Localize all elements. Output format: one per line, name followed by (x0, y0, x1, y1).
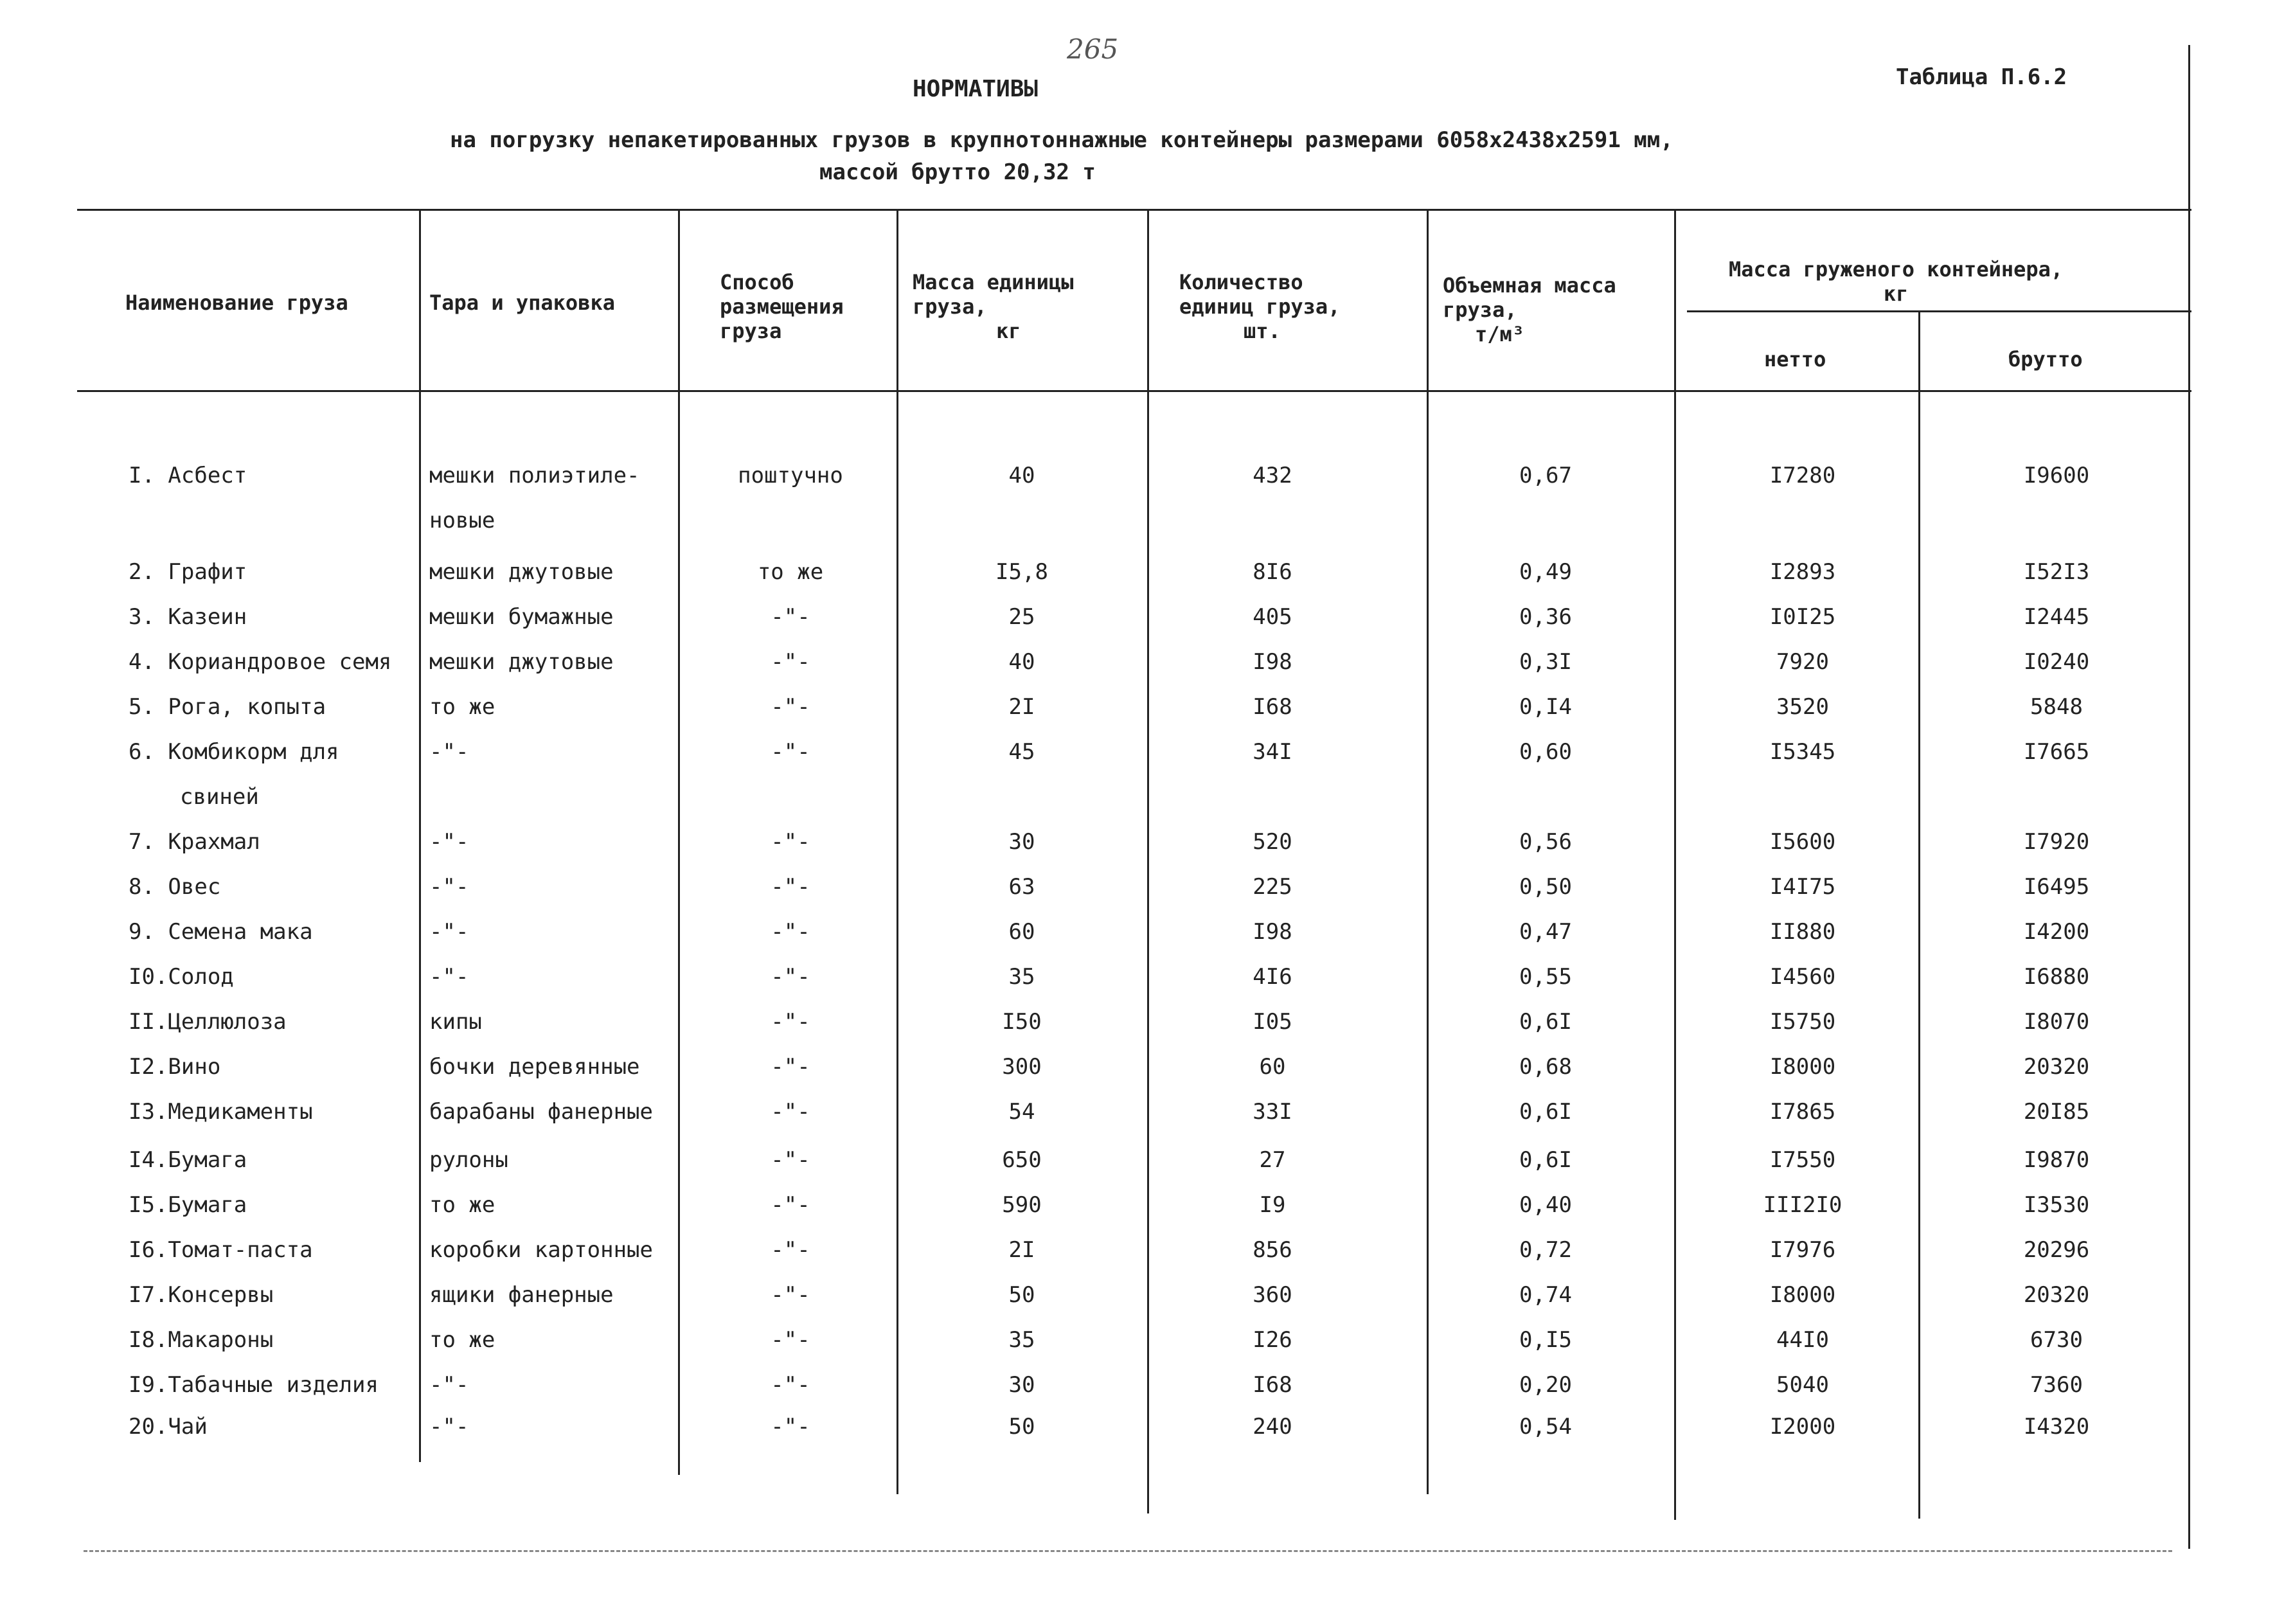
net-mass: I7280 (1769, 463, 1836, 488)
packaging: кипы (429, 1009, 482, 1035)
gross-mass: I7665 (2023, 739, 2090, 765)
unit-mass: 590 (1002, 1192, 1042, 1218)
cargo-name: I5.Бумага (129, 1192, 247, 1218)
net-mass: I2000 (1769, 1414, 1836, 1440)
placement-method: -"- (771, 1327, 810, 1353)
cargo-name: II.Целлюлоза (129, 1009, 287, 1035)
unit-quantity: 60 (1259, 1054, 1286, 1080)
net-mass: III2I0 (1763, 1192, 1842, 1218)
net-mass: I2893 (1769, 559, 1836, 585)
bulk-mass: 0,67 (1519, 463, 1572, 488)
unit-quantity: I68 (1253, 694, 1292, 720)
packaging: -"- (429, 1414, 469, 1440)
bulk-mass: 0,55 (1519, 964, 1572, 990)
net-mass: 5040 (1776, 1372, 1829, 1398)
gross-mass: I6495 (2023, 874, 2090, 900)
packaging: мешки джутовые (429, 559, 614, 585)
placement-method: -"- (771, 874, 810, 900)
unit-quantity: I98 (1253, 649, 1292, 675)
bulk-mass: 0,6I (1519, 1009, 1572, 1035)
net-mass: I5750 (1769, 1009, 1836, 1035)
placement-method: -"- (771, 604, 810, 630)
unit-mass: 300 (1002, 1054, 1042, 1080)
packaging: -"- (429, 964, 469, 990)
header-gross: брутто (2008, 347, 2083, 371)
bulk-mass: 0,74 (1519, 1282, 1572, 1308)
bulk-mass: 0,50 (1519, 874, 1572, 900)
bulk-mass: 0,47 (1519, 919, 1572, 945)
unit-quantity: 520 (1253, 829, 1292, 855)
subtitle-line-2: массой брутто 20,32 т (819, 159, 1096, 185)
unit-quantity: 27 (1259, 1147, 1286, 1173)
cargo-name: 9. Семена мака (129, 919, 313, 945)
net-mass: I7865 (1769, 1099, 1836, 1125)
net-mass: 7920 (1776, 649, 1829, 675)
placement-method: -"- (771, 649, 810, 675)
unit-mass: 50 (1008, 1414, 1035, 1440)
unit-mass: 35 (1008, 964, 1035, 990)
table-right-border (2188, 45, 2190, 1549)
packaging: то же (429, 694, 495, 720)
packaging: ящики фанерные (429, 1282, 614, 1308)
cargo-name: I6.Томат-паста (129, 1237, 313, 1263)
cargo-name: I3.Медикаменты (129, 1099, 313, 1125)
column-divider (1147, 209, 1149, 1513)
header-loaded-mass (1729, 257, 2063, 306)
gross-mass: 20320 (2023, 1282, 2090, 1308)
unit-quantity: 34I (1253, 739, 1292, 765)
header-bulk-mass-line: Объемная масса (1443, 273, 1616, 298)
header-unit-mass (913, 270, 1073, 343)
unit-quantity: I68 (1253, 1372, 1292, 1398)
header-method-line: размещения (720, 294, 844, 319)
header-loaded-mass-line: кг (1883, 281, 1909, 306)
header-net: нетто (1764, 347, 1826, 371)
packaging-continued: новые (429, 508, 495, 533)
gross-mass: I9600 (2023, 463, 2090, 488)
header-packaging: Тара и упаковка (429, 290, 615, 315)
bulk-mass: 0,I5 (1519, 1327, 1572, 1353)
unit-mass: 650 (1002, 1147, 1042, 1173)
unit-mass: 63 (1008, 874, 1035, 900)
bulk-mass: 0,6I (1519, 1147, 1572, 1173)
unit-mass: 40 (1008, 649, 1035, 675)
packaging: то же (429, 1192, 495, 1218)
cargo-name: 8. Овес (129, 874, 221, 900)
table-top-rule (77, 209, 2191, 211)
packaging: коробки картонные (429, 1237, 653, 1263)
unit-quantity: I26 (1253, 1327, 1292, 1353)
gross-mass: I4200 (2023, 919, 2090, 945)
packaging: бочки деревянные (429, 1054, 640, 1080)
unit-quantity: 432 (1253, 463, 1292, 488)
gross-mass: 5848 (2030, 694, 2083, 720)
cargo-name: I7.Консервы (129, 1282, 274, 1308)
header-name: Наименование груза (125, 290, 348, 315)
gross-mass: 7360 (2030, 1372, 2083, 1398)
unit-mass: 45 (1008, 739, 1035, 765)
unit-mass: 2I (1008, 694, 1035, 720)
bulk-mass: 0,20 (1519, 1372, 1572, 1398)
cargo-name: I8.Макароны (129, 1327, 274, 1353)
header-quantity (1179, 270, 1340, 343)
placement-method: -"- (771, 1099, 810, 1125)
placement-method: поштучно (738, 463, 843, 488)
unit-mass: 60 (1008, 919, 1035, 945)
packaging: мешки полиэтиле- (429, 463, 640, 488)
net-mass: I7976 (1769, 1237, 1836, 1263)
gross-mass: I7920 (2023, 829, 2090, 855)
packaging: барабаны фанерные (429, 1099, 653, 1125)
unit-quantity: 4I6 (1253, 964, 1292, 990)
page-number: 265 (1067, 33, 1119, 65)
gross-mass: I4320 (2023, 1414, 2090, 1440)
gross-mass: I9870 (2023, 1147, 2090, 1173)
header-split-rule (1687, 310, 2191, 312)
packaging: -"- (429, 919, 469, 945)
bulk-mass: 0,54 (1519, 1414, 1572, 1440)
net-mass: 44I0 (1776, 1327, 1829, 1353)
gross-mass: I52I3 (2023, 559, 2090, 585)
header-method-line: Способ (720, 270, 794, 294)
header-method-line: груза (720, 319, 782, 343)
header-bulk-mass (1443, 273, 1616, 346)
packaging: мешки бумажные (429, 604, 614, 630)
gross-mass: I0240 (2023, 649, 2090, 675)
bulk-mass: 0,6I (1519, 1099, 1572, 1125)
placement-method: -"- (771, 964, 810, 990)
cargo-name: I. Асбест (129, 463, 247, 488)
bulk-mass: 0,56 (1519, 829, 1572, 855)
header-bulk-mass-line: груза, (1443, 298, 1517, 322)
cargo-name: I9.Табачные изделия (129, 1372, 379, 1398)
placement-method: -"- (771, 829, 810, 855)
unit-quantity: 240 (1253, 1414, 1292, 1440)
gross-mass: 6730 (2030, 1327, 2083, 1353)
cargo-name-continued: свиней (180, 784, 259, 810)
column-divider (1427, 209, 1429, 1494)
subtitle-line-1: на погрузку непакетированных грузов в крупнотоннажные контейнеры размерами 6058х2438х2591 мм, (450, 127, 1673, 153)
bulk-mass: 0,68 (1519, 1054, 1572, 1080)
cargo-name: 20.Чай (129, 1414, 208, 1440)
header-unit-mass-line: груза, (913, 294, 987, 319)
unit-mass: 54 (1008, 1099, 1035, 1125)
placement-method: -"- (771, 919, 810, 945)
cargo-name: 2. Графит (129, 559, 247, 585)
bulk-mass: 0,3I (1519, 649, 1572, 675)
header-unit-mass-line: кг (996, 319, 1021, 343)
packaging: -"- (429, 739, 469, 765)
gross-mass: I8070 (2023, 1009, 2090, 1035)
document-title: НОРМАТИВЫ (913, 76, 1039, 102)
placement-method: -"- (771, 1414, 810, 1440)
unit-quantity: I98 (1253, 919, 1292, 945)
gross-mass: 20296 (2023, 1237, 2090, 1263)
placement-method: -"- (771, 694, 810, 720)
unit-mass: I50 (1002, 1009, 1042, 1035)
unit-mass: I5,8 (995, 559, 1048, 585)
cargo-name: I2.Вино (129, 1054, 221, 1080)
gross-mass: I2445 (2023, 604, 2090, 630)
packaging: -"- (429, 829, 469, 855)
header-method (720, 270, 844, 343)
header-quantity-line: Количество (1179, 270, 1303, 294)
header-quantity-line: единиц груза, (1179, 294, 1341, 319)
cargo-name: 3. Казеин (129, 604, 247, 630)
gross-mass: 20320 (2023, 1054, 2090, 1080)
placement-method: то же (757, 559, 824, 585)
unit-mass: 35 (1008, 1327, 1035, 1353)
unit-quantity: 33I (1253, 1099, 1292, 1125)
unit-quantity: 225 (1253, 874, 1292, 900)
net-mass: II880 (1769, 919, 1836, 945)
net-mass: I7550 (1769, 1147, 1836, 1173)
net-mass: I8000 (1769, 1054, 1836, 1080)
placement-method: -"- (771, 1009, 810, 1035)
header-unit-mass-line: Масса единицы (913, 270, 1074, 294)
net-mass: I4560 (1769, 964, 1836, 990)
unit-quantity: I05 (1253, 1009, 1292, 1035)
cargo-name: I4.Бумага (129, 1147, 247, 1173)
column-divider (1674, 209, 1676, 1520)
bulk-mass: 0,36 (1519, 604, 1572, 630)
bulk-mass: 0,72 (1519, 1237, 1572, 1263)
cargo-name: 7. Крахмал (129, 829, 260, 855)
header-bottom-rule (77, 390, 2191, 392)
placement-method: -"- (771, 1237, 810, 1263)
gross-mass: 20I85 (2023, 1099, 2090, 1125)
unit-mass: 50 (1008, 1282, 1035, 1308)
net-mass: I0I25 (1769, 604, 1836, 630)
packaging: -"- (429, 1372, 469, 1398)
net-mass: I5600 (1769, 829, 1836, 855)
unit-quantity: 405 (1253, 604, 1292, 630)
header-bulk-mass-line: т/м³ (1475, 322, 1525, 346)
header-loaded-mass-line: Масса груженого контейнера, (1729, 257, 2064, 281)
table-label: Таблица П.6.2 (1896, 64, 2067, 90)
packaging: -"- (429, 874, 469, 900)
bottom-edge-rule (84, 1550, 2172, 1552)
packaging: рулоны (429, 1147, 508, 1173)
cargo-name: I0.Солод (129, 964, 234, 990)
unit-quantity: 8I6 (1253, 559, 1292, 585)
unit-mass: 30 (1008, 1372, 1035, 1398)
packaging: то же (429, 1327, 495, 1353)
bulk-mass: 0,49 (1519, 559, 1572, 585)
placement-method: -"- (771, 1147, 810, 1173)
unit-mass: 2I (1008, 1237, 1035, 1263)
unit-mass: 40 (1008, 463, 1035, 488)
cargo-name: 5. Рога, копыта (129, 694, 326, 720)
unit-quantity: 360 (1253, 1282, 1292, 1308)
net-mass: I8000 (1769, 1282, 1836, 1308)
net-mass: 3520 (1776, 694, 1829, 720)
net-mass: I5345 (1769, 739, 1836, 765)
column-divider (1918, 310, 1920, 1519)
net-mass: I4I75 (1769, 874, 1836, 900)
placement-method: -"- (771, 1372, 810, 1398)
bulk-mass: 0,40 (1519, 1192, 1572, 1218)
bulk-mass: 0,I4 (1519, 694, 1572, 720)
unit-mass: 30 (1008, 829, 1035, 855)
gross-mass: I3530 (2023, 1192, 2090, 1218)
cargo-name: 4. Кориандровое семя (129, 649, 392, 675)
packaging: мешки джутовые (429, 649, 614, 675)
unit-quantity: I9 (1259, 1192, 1286, 1218)
placement-method: -"- (771, 1192, 810, 1218)
header-quantity-line: шт. (1244, 319, 1281, 343)
gross-mass: I6880 (2023, 964, 2090, 990)
unit-quantity: 856 (1253, 1237, 1292, 1263)
placement-method: -"- (771, 1054, 810, 1080)
placement-method: -"- (771, 739, 810, 765)
cargo-name: 6. Комбикорм для (129, 739, 339, 765)
unit-mass: 25 (1008, 604, 1035, 630)
placement-method: -"- (771, 1282, 810, 1308)
bulk-mass: 0,60 (1519, 739, 1572, 765)
